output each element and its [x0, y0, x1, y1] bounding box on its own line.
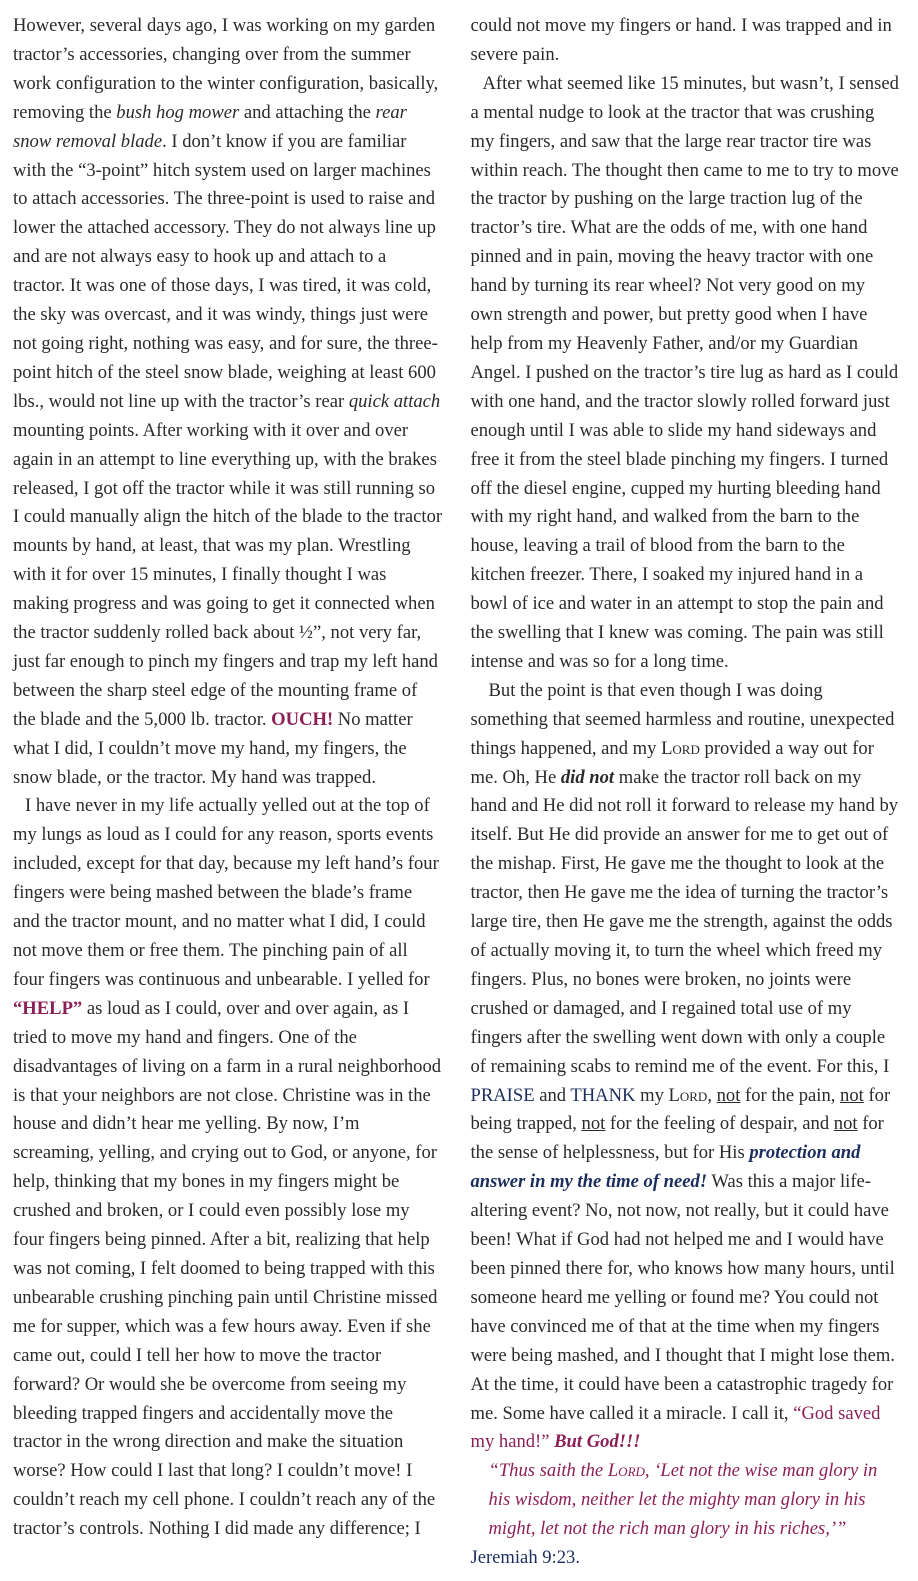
- paragraph: However, several days ago, I was working on my garden tractor’s accessories, changing over from the summer work configuration to the winter configuration, basically, removing the bush hog mower and attaching the rear snow removal blade. I don’t know if you are familiar with the “3-point” hitch system used on larger machines to attach accessories. The three-point is used to raise and lower the attached accessory. They do not always line up and are not always easy to hook up and attach to a tractor. It was one of those days, I was tired, it was cold, the sky was overcast, and it was windy, things just were not going right, nothing was easy, and for sure, the three-point hitch of the steel snow blade, weighing at least 600 lbs., would not line up with the tractor’s rear quick attach mounting points. After working with it over and over again in an attempt to line everything up, with the brakes released, I got off the tractor while it was still running so I could manually align the hitch of the blade to the tractor mounts by hand, at least, that was my plan. Wrestling with it for over 15 minutes, I finally thought I was making progress and was going to get it connected when the tractor suddenly rolled back about ½”, not very far, just far enough to pinch my fingers and trap my left hand between the sharp steel edge of the mounting frame of the blade and the 5,000 lb. tractor. OUCH! No matter what I did, I couldn’t move my hand, my fingers, the snow blade, or the tractor. My hand was trapped.: [13, 15, 443, 788]
- right-column: [471, 12, 901, 1581]
- praise-emphasis: PRAISE: [470, 1084, 535, 1106]
- scripture-quote: “Thus saith the Lord, ‘Let not the wise man glory in his wisdom, neither let the mighty man glory in his might, let not the rich man glory in his riches,’”: [488, 1460, 878, 1540]
- paragraph: could not move my fingers or hand. I was trapped and in severe pain.: [470, 15, 892, 65]
- help-emphasis: “HELP”: [13, 997, 83, 1019]
- paragraph: But the point is that even though I was doing something that seemed harmless and routine, unexpected things happened, and my Lord provided a way out for me. Oh, He did not make the tractor roll back on my hand and He did not roll it forward to release my hand by itself. But He did provide an answer for me to get out of the mishap. First, He gave me the thought to look at the tractor, then He gave me the idea of turning the tractor’s large tire, then He gave me the strength, against the odds of actually moving it, to turn the wheel which freed my fingers. Plus, no bones were broken, no joints were crushed or damaged, and I regained total use of my fingers after the swelling went down with only a couple of remaining scabs to remind me of the event. For this, I PRAISE and THANK my Lord, not for the pain, not for being trapped, not for the feeling of despair, and not for the sense of helplessness, but for His protection and answer in my the time of need! Was this a major life-altering event? No, not now, not really, but it could have been! What if God had not helped me and I would have been pinned there for, who knows how many hours, until someone heard me yelling or found me? You could not have convinced me of that at the time when my fingers were being mashed, and I thought that I might lose them. At the time, it could have been a catastrophic tragedy for me. Some have called it a miracle. I call it, “God saved my hand!” But God!!!: [470, 679, 899, 1453]
- paragraph: I have never in my life actually yelled out at the top of my lungs as loud as I could for any reason, sports events included, except for that day, because my left hand’s four fingers were being mashed between the blade’s frame and the tractor mount, and no matter what I did, I could not move them or free them. The pinching pain of all four fingers was continuous and unbearable. I yelled for “HELP” as loud as I could, over and over again, as I tried to move my hand and fingers. One of the disadvantages of living on a farm in a rural neighborhood is that your neighbors are not close. Christine was in the house and didn’t hear me yelling. By now, I’m screaming, yelling, and crying out to God, or anyone, for help, thinking that my bones in my fingers might be crushed and broken, or I could even possibly lose my four fingers being pinned. After a bit, realizing that help was not coming, I felt doomed to being trapped with this unbearable crushing pinching pain until Christine missed me for supper, which was a few hours away. Even if she came out, could I tell her how to move the tractor forward? Or would she be overcome from seeing my bleeding trapped fingers and accidentally move the tractor in the wrong direction and make the situation worse? How could I last that long? I couldn’t move! I couldn’t reach my cell phone. I couldn’t reach any of the tractor’s controls. Nothing I did made any difference; I: [13, 795, 442, 1540]
- thank-emphasis: THANK: [570, 1084, 636, 1106]
- left-column: [13, 12, 443, 1581]
- paragraph: After what seemed like 15 minutes, but wasn’t, I sensed a mental nudge to look at the tractor that was crushing my fingers, and saw that the large rear tractor tire was within reach. The thought then came to me to try to move the tractor by pushing on the large traction lug of the tractor’s tire. What are the odds of me, with one hand pinned and in pain, moving the heavy tractor with one hand by turning its rear wheel? Not very good on my own strength and power, but pretty good when I have help from my Heavenly Father, and/or my Guardian Angel. I pushed on the tractor’s tire lug as hard as I could with one hand, and the tractor slowly rolled forward just enough until I was able to slide my hand sideways and free it from the steel blade pinching my fingers. I turned off the diesel engine, cupped my hurting bleeding hand with my right hand, and walked from the barn to the house, leaving a trail of blood from the barn to the kitchen freezer. There, I soaked my injured hand in a bowl of ice and water in an attempt to stop the pain and the swelling that I knew was coming. The pain was still intense and was so for a long time.: [470, 72, 899, 672]
- ouch-emphasis: OUCH!: [271, 708, 334, 730]
- scripture-reference: Jeremiah 9:23.: [470, 1547, 580, 1569]
- god-saved-quote: “God saved my hand!”: [470, 1402, 881, 1453]
- protection-emphasis: protection and answer in my the time of need!: [470, 1142, 861, 1193]
- but-god-emphasis: But God!!!: [554, 1431, 641, 1453]
